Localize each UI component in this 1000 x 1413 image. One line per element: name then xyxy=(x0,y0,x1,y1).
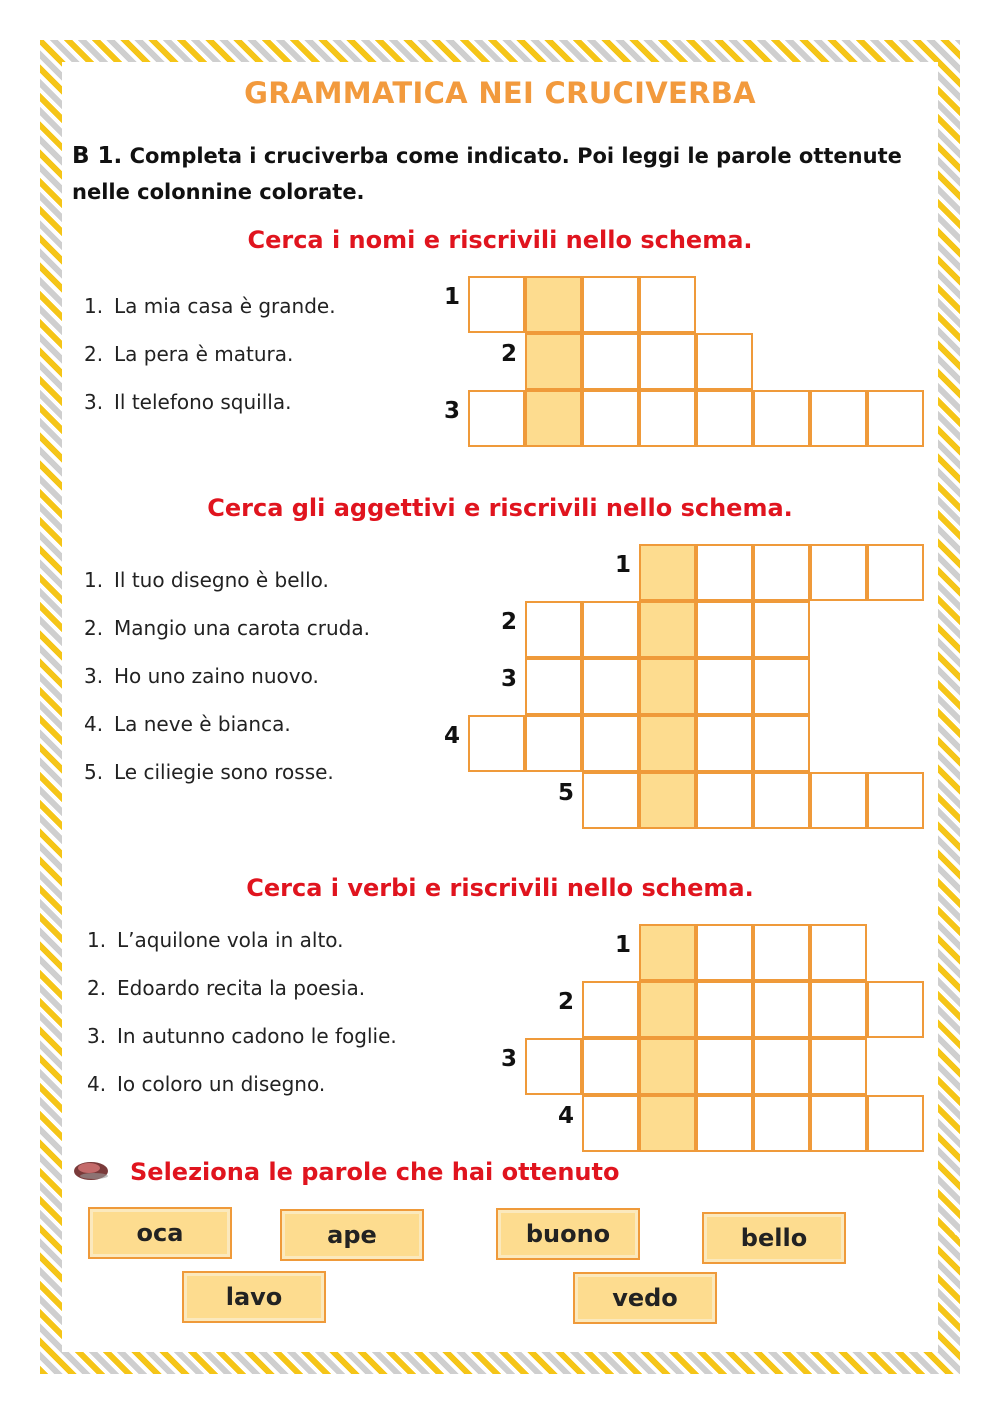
row-number: 3 xyxy=(443,398,460,424)
mouse-icon xyxy=(72,1158,110,1182)
clue-item: 3. In autunno cadono le foglie. xyxy=(87,1024,397,1048)
clue-item: 4. La neve è bianca. xyxy=(84,712,291,736)
crossword-cell[interactable] xyxy=(582,1095,639,1152)
row-number: 4 xyxy=(557,1103,574,1129)
crossword-cell[interactable] xyxy=(582,333,639,390)
crossword-cell[interactable] xyxy=(753,601,810,658)
crossword-cell[interactable] xyxy=(867,390,924,447)
crossword-cell[interactable] xyxy=(810,1038,867,1095)
clue-item: 2. Edoardo recita la poesia. xyxy=(87,976,366,1000)
crossword-cell[interactable] xyxy=(753,658,810,715)
crossword-cell[interactable] xyxy=(582,1038,639,1095)
section-heading-nomi: Cerca i nomi e riscrivili nello schema. xyxy=(247,226,753,254)
crossword-cell[interactable] xyxy=(525,715,582,772)
row-number: 4 xyxy=(443,723,460,749)
crossword-cell[interactable] xyxy=(582,981,639,1038)
crossword-cell[interactable] xyxy=(753,544,810,601)
instruction xyxy=(72,138,932,210)
crossword-cell-highlighted[interactable] xyxy=(525,390,582,447)
crossword-cell[interactable] xyxy=(696,544,753,601)
clue-item: 5. Le ciliegie sono rosse. xyxy=(84,760,334,784)
word-option-buono[interactable]: buono xyxy=(496,1208,640,1260)
crossword-cell[interactable] xyxy=(696,658,753,715)
section-heading-verbi: Cerca i verbi e riscrivili nello schema. xyxy=(246,874,754,902)
instruction-label: B 1. xyxy=(72,143,123,169)
clue-item: 1. La mia casa è grande. xyxy=(84,294,336,318)
crossword-cell[interactable] xyxy=(810,544,867,601)
crossword-cell[interactable] xyxy=(696,1038,753,1095)
crossword-cell-highlighted[interactable] xyxy=(639,1095,696,1152)
crossword-cell-highlighted[interactable] xyxy=(525,333,582,390)
word-option-oca[interactable]: oca xyxy=(88,1207,232,1259)
crossword-cell-highlighted[interactable] xyxy=(639,981,696,1038)
crossword-cell[interactable] xyxy=(696,772,753,829)
section-heading-aggettivi: Cerca gli aggettivi e riscrivili nello schema. xyxy=(207,494,793,522)
row-number: 2 xyxy=(500,341,517,367)
crossword-cell[interactable] xyxy=(753,1095,810,1152)
row-number: 3 xyxy=(500,666,517,692)
page-title: GRAMMATICA NEI CRUCIVERBA xyxy=(244,76,756,110)
crossword-cell[interactable] xyxy=(753,981,810,1038)
row-number: 2 xyxy=(557,989,574,1015)
clue-item: 3. Il telefono squilla. xyxy=(84,390,292,414)
crossword-cell[interactable] xyxy=(582,772,639,829)
crossword-cell[interactable] xyxy=(582,715,639,772)
crossword-cell[interactable] xyxy=(753,772,810,829)
crossword-cell[interactable] xyxy=(639,333,696,390)
crossword-cell[interactable] xyxy=(696,924,753,981)
clue-item: 1. Il tuo disegno è bello. xyxy=(84,568,329,592)
row-number: 1 xyxy=(614,552,631,578)
crossword-cell[interactable] xyxy=(525,601,582,658)
crossword-cell[interactable] xyxy=(696,1095,753,1152)
row-number: 1 xyxy=(614,932,631,958)
crossword-cell[interactable] xyxy=(468,715,525,772)
crossword-cell[interactable] xyxy=(525,658,582,715)
crossword-cell-highlighted[interactable] xyxy=(525,276,582,333)
clue-item: 3. Ho uno zaino nuovo. xyxy=(84,664,319,688)
clue-item: 4. Io coloro un disegno. xyxy=(87,1072,326,1096)
crossword-cell-highlighted[interactable] xyxy=(639,715,696,772)
crossword-cell[interactable] xyxy=(639,390,696,447)
crossword-cell[interactable] xyxy=(810,772,867,829)
crossword-cell-highlighted[interactable] xyxy=(639,1038,696,1095)
instruction-text: Completa i cruciverba come indicato. Poi leggi le parole ottenute nelle colonnine colorate. xyxy=(72,144,902,204)
word-option-bello[interactable]: bello xyxy=(702,1212,846,1264)
crossword-cell[interactable] xyxy=(696,390,753,447)
crossword-cell[interactable] xyxy=(810,981,867,1038)
row-number: 3 xyxy=(500,1046,517,1072)
clue-item: 2. Mangio una carota cruda. xyxy=(84,616,370,640)
crossword-cell[interactable] xyxy=(753,924,810,981)
crossword-cell[interactable] xyxy=(468,390,525,447)
crossword-cell[interactable] xyxy=(810,924,867,981)
crossword-cell[interactable] xyxy=(582,390,639,447)
crossword-cell[interactable] xyxy=(582,276,639,333)
crossword-cell-highlighted[interactable] xyxy=(639,924,696,981)
word-option-lavo[interactable]: lavo xyxy=(182,1271,326,1323)
word-option-vedo[interactable]: vedo xyxy=(573,1272,717,1324)
crossword-cell[interactable] xyxy=(753,390,810,447)
crossword-cell[interactable] xyxy=(696,601,753,658)
crossword-cell-highlighted[interactable] xyxy=(639,772,696,829)
crossword-cell[interactable] xyxy=(696,715,753,772)
clue-item: 1. L’aquilone vola in alto. xyxy=(87,928,344,952)
crossword-cell[interactable] xyxy=(867,772,924,829)
clue-list-nomi xyxy=(84,294,336,438)
crossword-cell[interactable] xyxy=(696,981,753,1038)
crossword-cell[interactable] xyxy=(810,1095,867,1152)
crossword-cell[interactable] xyxy=(639,276,696,333)
crossword-cell-highlighted[interactable] xyxy=(639,601,696,658)
crossword-cell[interactable] xyxy=(867,1095,924,1152)
crossword-cell[interactable] xyxy=(810,390,867,447)
row-number: 1 xyxy=(443,284,460,310)
select-prompt: Seleziona le parole che hai ottenuto xyxy=(130,1158,620,1186)
crossword-cell[interactable] xyxy=(696,333,753,390)
crossword-cell[interactable] xyxy=(753,1038,810,1095)
crossword-cell[interactable] xyxy=(468,276,525,333)
clue-list-verbi xyxy=(87,928,397,1120)
crossword-cell[interactable] xyxy=(867,981,924,1038)
crossword-cell[interactable] xyxy=(582,601,639,658)
crossword-cell[interactable] xyxy=(753,715,810,772)
crossword-cell-highlighted[interactable] xyxy=(639,658,696,715)
clue-item: 2. La pera è matura. xyxy=(84,342,294,366)
crossword-cell[interactable] xyxy=(582,658,639,715)
crossword-cell[interactable] xyxy=(867,544,924,601)
crossword-cell-highlighted[interactable] xyxy=(639,544,696,601)
word-option-ape[interactable]: ape xyxy=(280,1209,424,1261)
row-number: 5 xyxy=(557,780,574,806)
crossword-cell[interactable] xyxy=(525,1038,582,1095)
clue-list-aggettivi xyxy=(84,568,370,808)
row-number: 2 xyxy=(500,609,517,635)
